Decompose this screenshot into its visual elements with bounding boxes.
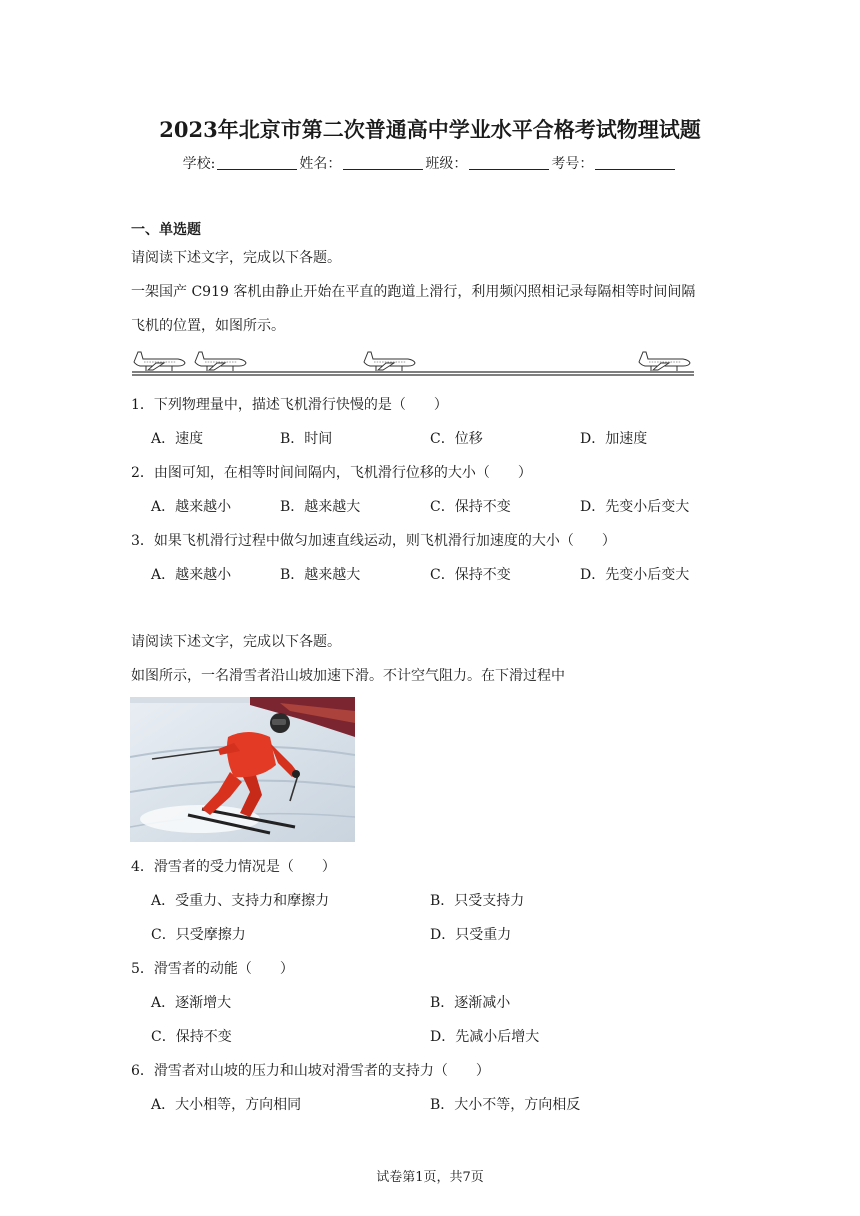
passage1-line1: 一架国产 C919 客机由静止开始在平直的跑道上滑行，利用频闪照相记录每隔相等时间间隔 — [131, 284, 696, 300]
q1-option-a[interactable]: A．速度 — [151, 431, 204, 447]
question-5-stem: 5．滑雪者的动能（ ） — [131, 961, 294, 977]
q2-option-b[interactable]: B．越来越大 — [280, 499, 361, 515]
name-label: 姓名： — [299, 156, 342, 172]
school-blank[interactable] — [217, 155, 297, 170]
q1-option-b[interactable]: B．时间 — [280, 431, 333, 447]
q6-option-a[interactable]: A．大小相等，方向相同 — [151, 1097, 302, 1113]
q4-option-a[interactable]: A．受重力、支持力和摩擦力 — [151, 893, 330, 909]
q3-option-d[interactable]: D．先变小后变大 — [580, 567, 690, 583]
q5-option-c[interactable]: C．保持不变 — [151, 1029, 232, 1045]
exam-title: 2023年北京市第二次普通高中学业水平合格考试物理试题 — [159, 117, 701, 142]
q4-option-b[interactable]: B．只受支持力 — [430, 893, 525, 909]
q1-option-c[interactable]: C．位移 — [430, 431, 483, 447]
q3-option-c[interactable]: C．保持不变 — [430, 567, 511, 583]
question-1-stem: 1．下列物理量中，描述飞机滑行快慢的是（ ） — [131, 397, 448, 413]
q5-option-b[interactable]: B．逐渐减小 — [430, 995, 511, 1011]
exam-no-label: 考号： — [551, 156, 594, 172]
section-title: 一、单选题 — [131, 222, 201, 238]
q5-option-d[interactable]: D．先减小后增大 — [430, 1029, 540, 1045]
airplane-icon — [134, 352, 185, 371]
question-2-stem: 2．由图可知，在相等时间间隔内，飞机滑行位移的大小（ ） — [131, 465, 532, 481]
runway-strobe-figure — [131, 344, 697, 380]
class-blank[interactable] — [469, 155, 549, 170]
skier-photo — [130, 697, 355, 842]
airplane-icon — [364, 352, 415, 371]
q4-option-c[interactable]: C．只受摩擦力 — [151, 927, 246, 943]
question-6-stem: 6．滑雪者对山坡的压力和山坡对滑雪者的支持力（ ） — [131, 1063, 490, 1079]
name-blank[interactable] — [343, 155, 423, 170]
passage1-line2: 飞机的位置，如图所示。 — [131, 318, 285, 334]
exam-no-blank[interactable] — [595, 155, 675, 170]
q5-option-a[interactable]: A．逐渐增大 — [151, 995, 232, 1011]
passage2-line1: 如图所示，一名滑雪者沿山坡加速下滑。不计空气阻力。在下滑过程中 — [131, 668, 565, 684]
q3-option-b[interactable]: B．越来越大 — [280, 567, 361, 583]
passage2-intro: 请阅读下述文字，完成以下各题。 — [131, 634, 341, 650]
q2-option-c[interactable]: C．保持不变 — [430, 499, 511, 515]
student-info-line — [0, 153, 860, 173]
page-number: 试卷第1页，共7页 — [376, 1170, 484, 1185]
q4-option-d[interactable]: D．只受重力 — [430, 927, 512, 943]
q6-option-b[interactable]: B．大小不等，方向相反 — [430, 1097, 581, 1113]
question-4-stem: 4．滑雪者的受力情况是（ ） — [131, 859, 336, 875]
q3-option-a[interactable]: A．越来越小 — [151, 567, 232, 583]
airplane-icon — [195, 352, 246, 371]
q2-option-d[interactable]: D．先变小后变大 — [580, 499, 690, 515]
passage1-intro: 请阅读下述文字，完成以下各题。 — [131, 250, 341, 266]
airplane-icon — [639, 352, 690, 371]
question-3-stem: 3．如果飞机滑行过程中做匀加速直线运动，则飞机滑行加速度的大小（ ） — [131, 533, 616, 549]
q2-option-a[interactable]: A．越来越小 — [151, 499, 232, 515]
school-label: 学校: — [182, 156, 216, 172]
q1-option-d[interactable]: D．加速度 — [580, 431, 648, 447]
class-label: 班级： — [425, 156, 468, 172]
